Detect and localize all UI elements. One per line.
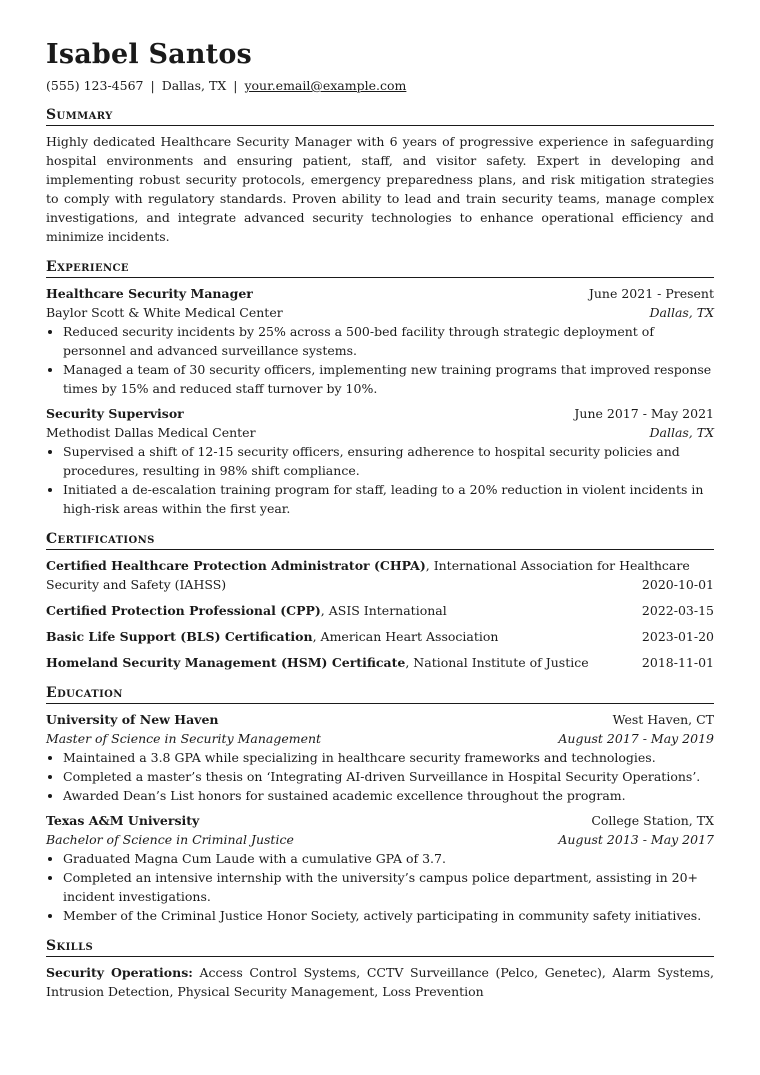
resume-page [46,40,714,1001]
list-item: • Reduced security incidents by 25% across a 500-bed facility through strategic deployment of personnel and advanced surveillance systems. [63,322,714,360]
list-item: • Awarded Dean’s List honors for sustained academic excellence throughout the program. [63,786,714,805]
section-heading-certifications: Certifications [46,530,714,550]
list-item: • Member of the Criminal Justice Honor Society, actively participating in community safety initiatives. [63,906,714,925]
cert-issuer: , ASIS International [320,603,447,618]
skills-category: Security Operations: [46,965,193,980]
degree: Master of Science in Security Management [46,731,322,746]
contact-line [46,78,714,94]
separator: | [150,78,155,93]
phone: (555) 123-4567 [46,78,144,93]
cert-date: 2018-11-01 [641,655,714,670]
school-name: University of New Haven [46,712,219,727]
cert-issuer: , National Institute of Justice [405,655,589,670]
experience-entry [46,284,714,398]
school-name: Texas A&M University [46,813,200,828]
certification-entry [46,556,714,594]
job-title: Security Supervisor [46,406,184,421]
cert-name: Certified Protection Professional (CPP) [46,603,321,618]
certification-entry [46,627,714,646]
cert-date: 2023-01-20 [641,629,714,644]
section-heading-experience: Experience [46,258,714,278]
cert-issuer-cont: Security and Safety (IAHSS) [46,577,227,592]
employer: Baylor Scott & White Medical Center [46,305,283,320]
cert-date: 2022-03-15 [641,603,714,618]
cert-date: 2020-10-01 [641,577,714,592]
cert-name: Certified Healthcare Protection Administrator (CHPA) [46,558,426,573]
cert-issuer: , American Heart Association [312,629,499,644]
school-location: College Station, TX [591,813,714,828]
separator: | [233,78,238,93]
list-item: • Initiated a de-escalation training program for staff, leading to a 20% reduction in violent incidents in high-risk areas within the first year. [63,480,714,518]
job-dates: June 2021 - Present [588,286,714,301]
job-location: Dallas, TX [649,305,714,320]
skills-line [46,963,714,1001]
job-dates: June 2017 - May 2021 [574,406,714,421]
education-entry [46,710,714,805]
education-bullets [46,748,714,805]
candidate-name: Isabel Santos [46,39,252,70]
list-item: • Completed an intensive internship with the university’s campus police department, assisting in 20+ incident investigations. [63,868,714,906]
section-heading-summary: Summary [46,106,714,126]
list-item: • Supervised a shift of 12-15 security officers, ensuring adherence to hospital security policies and procedures, resulting in 98% shift compliance. [63,442,714,480]
list-item: • Graduated Magna Cum Laude with a cumulative GPA of 3.7. [63,849,714,868]
list-item: • Completed a master’s thesis on ‘Integrating AI-driven Surveillance in Hospital Security Operations’. [63,767,714,786]
job-bullets [46,442,714,518]
section-heading-skills: Skills [46,937,714,957]
list-item: • Maintained a 3.8 GPA while specializing in healthcare security frameworks and technologies. [63,748,714,767]
education-dates: August 2013 - May 2017 [558,832,714,847]
school-location: West Haven, CT [612,712,714,727]
certification-entry [46,601,714,620]
cert-issuer: , International Association for Healthcare [425,558,690,573]
education-entry [46,811,714,925]
summary-text: Highly dedicated Healthcare Security Manager with 6 years of progressive experience in safeguarding hospital environments and ensuring patient, staff, and visitor safety. Expert in developing and implementing robust security protocols, emergency preparedness plans, and risk mitigation strategies to comply with regulatory standards. Proven ability to lead and train security teams, manage complex investigations, and integrate advanced security technologies to enhance operational efficiency and minimize incidents. [46,134,714,244]
employer: Methodist Dallas Medical Center [46,425,256,440]
email-link[interactable]: your.email@example.com [244,78,407,93]
experience-entry [46,404,714,518]
education-dates: August 2017 - May 2019 [558,731,714,746]
degree: Bachelor of Science in Criminal Justice [46,832,294,847]
cert-name: Homeland Security Management (HSM) Certificate [46,655,406,670]
section-heading-education: Education [46,684,714,704]
job-title: Healthcare Security Manager [46,286,253,301]
job-location: Dallas, TX [649,425,714,440]
cert-name: Basic Life Support (BLS) Certification [46,629,313,644]
job-bullets [46,322,714,398]
skills-list: Access Control Systems, CCTV Surveillance (Pelco, Genetec), Alarm Systems, Intrusion Detection, Physical Security Management, Loss Prevention [46,965,714,999]
education-bullets [46,849,714,925]
list-item: • Managed a team of 30 security officers, implementing new training programs that improved response times by 15% and reduced staff turnover by 10%. [63,360,714,398]
location: Dallas, TX [161,78,227,93]
certification-entry [46,653,714,672]
